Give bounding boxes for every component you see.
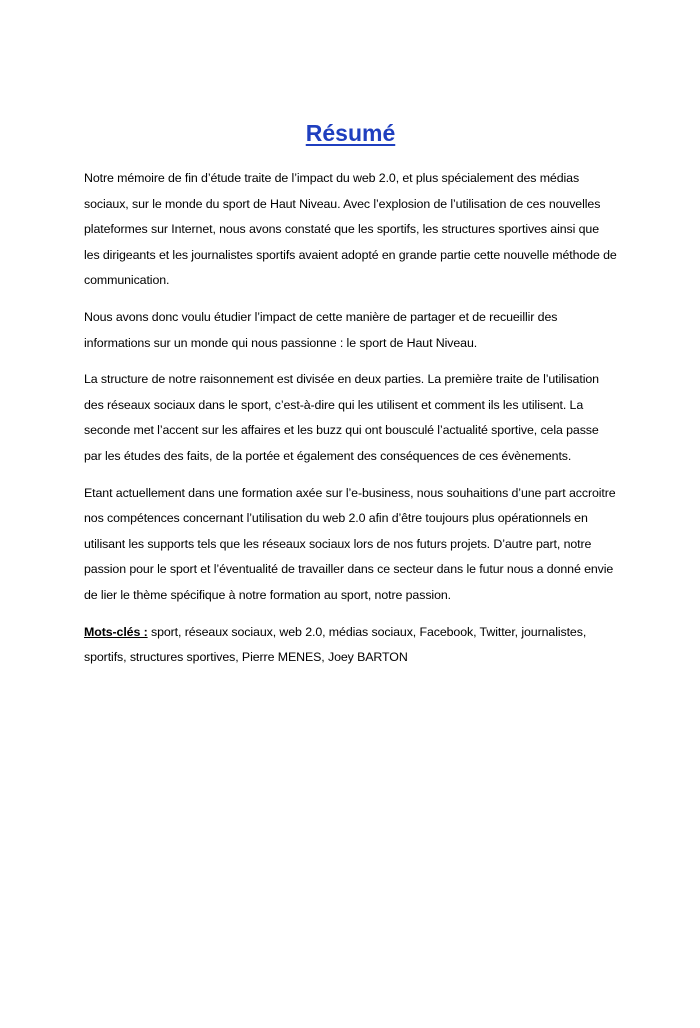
paragraph-intro: Notre mémoire de fin d’étude traite de l’impact du web 2.0, et plus spécialement des médias sociaux, sur le monde du sport de Haut Niveau. Avec l’explosion de l’utilisation de ces nouvelles plateformes sur Internet, nous avons constaté que les sportifs, les structures sportives ainsi que les dirigeants et les journalistes sportifs avaient adopté en grande partie cette nouvelle méthode de communication.	[84, 171, 617, 288]
keywords-text: sport, réseaux sociaux, web 2.0, médias sociaux, Facebook, Twitter, journalistes, sportifs, structures sportives, Pierre MENES, Joey BARTON	[84, 624, 587, 665]
keywords-label: Mots-clés :	[84, 624, 148, 639]
paragraph-purpose: Nous avons donc voulu étudier l’impact de cette manière de partager et de recueillir des informations sur un monde qui nous passionne : le sport de Haut Niveau.	[84, 309, 558, 350]
keywords-line	[84, 620, 617, 671]
paragraph-structure: La structure de notre raisonnement est divisée en deux parties. La première traite de l’utilisation des réseaux sociaux dans le sport, c’est-à-dire qui les utilisent et comment ils les utilisent. La seconde met l’accent sur les affaires et les buzz qui ont bousculé l’actualité sportive, cela passe par les études des faits, de la portée et également des conséquences de ces évènements.	[84, 372, 599, 463]
paragraph-motivation: Etant actuellement dans une formation axée sur l’e-business, nous souhaitions d’une part accroitre nos compétences concernant l’utilisation du web 2.0 afin d’être toujours plus opérationnels en utilisant les supports tels que les réseaux sociaux lors de nos futurs projets. D’autre part, notre passion pour le sport et l’éventualité de travailler dans ce secteur dans le futur nous a donné envie de lier le thème spécifique à notre formation au sport, notre passion.	[84, 485, 616, 602]
page-title: Résumé	[305, 120, 396, 146]
